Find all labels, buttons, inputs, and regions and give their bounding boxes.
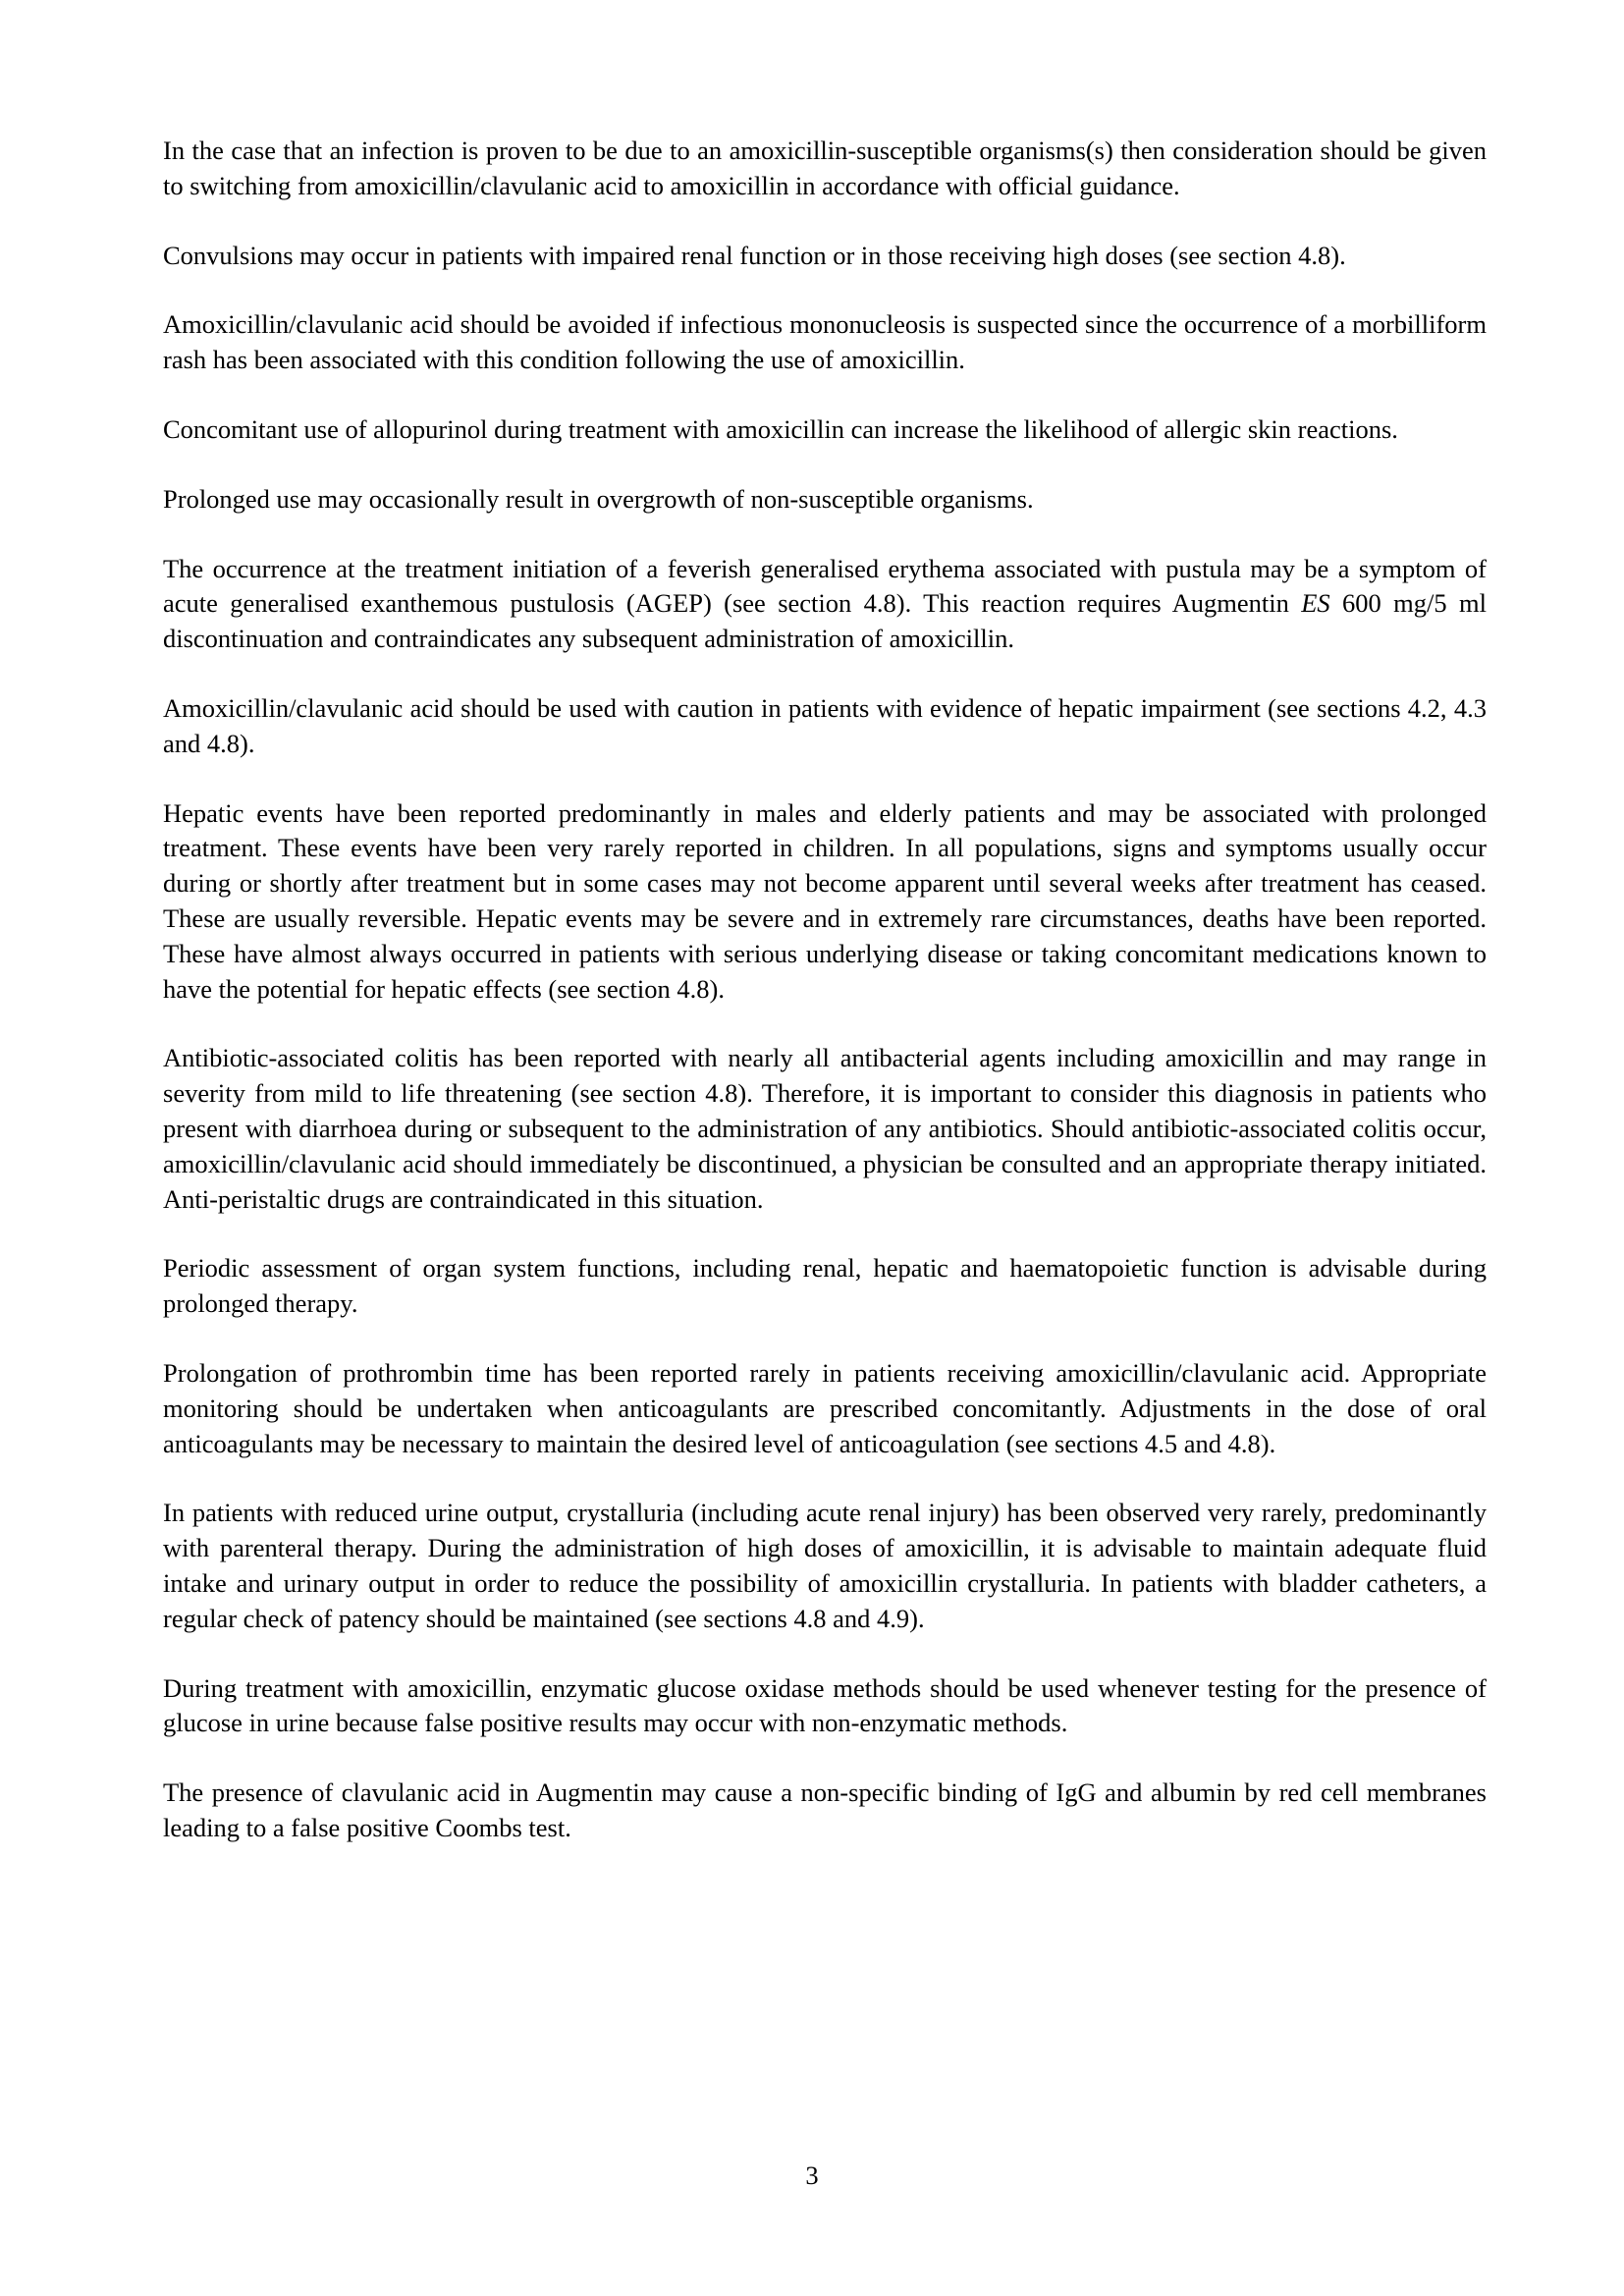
- agep-text-after: 600 mg/5 ml discontinuation and contraindicates any subsequent administration of amoxicillin.: [163, 588, 1487, 654]
- paragraph-coombs-test: The presence of clavulanic acid in Augmentin may cause a non-specific binding of IgG and albumin by red cell membranes leading to a false positive Coombs test.: [163, 1777, 1487, 1842]
- document-body: [163, 134, 1487, 1846]
- paragraph-hepatic-impairment: Amoxicillin/clavulanic acid should be used with caution in patients with evidence of hepatic impairment (see sections 4.2, 4.3 and 4.8).: [163, 692, 1487, 758]
- paragraph-mononucleosis: Amoxicillin/clavulanic acid should be avoided if infectious mononucleosis is suspected since the occurrence of a morbilliform rash has been associated with this condition following the use of amoxicillin.: [163, 309, 1487, 375]
- paragraph-overgrowth: Prolonged use may occasionally result in overgrowth of non-susceptible organisms.: [163, 483, 1034, 514]
- agep-text-italic: ES: [1301, 588, 1330, 619]
- paragraph-prothrombin: Prolongation of prothrombin time has been reported rarely in patients receiving amoxicillin/clavulanic acid. Appropriate monitoring should be undertaken when anticoagulants are prescribed concomitantly. Adjustments in the dose of oral anticoagulants may be necessary to maintain the desired level of anticoagulation (see sections 4.5 and 4.8).: [163, 1357, 1487, 1458]
- paragraph-crystalluria: In patients with reduced urine output, crystalluria (including acute renal injury) has been observed very rarely, predominantly with parenteral therapy. During the administration of high doses of amoxicillin, it is advisable to maintain adequate fluid intake and urinary output in order to reduce the possibility of amoxicillin crystalluria. In patients with bladder catheters, a regular check of patency should be maintained (see sections 4.8 and 4.9).: [163, 1498, 1487, 1633]
- paragraph-periodic-assessment: Periodic assessment of organ system functions, including renal, hepatic and haematopoietic function is advisable during prolonged therapy.: [163, 1253, 1487, 1319]
- paragraph-convulsions: Convulsions may occur in patients with impaired renal function or in those receiving high doses (see section 4.8).: [163, 240, 1346, 270]
- paragraph-switching-guidance: In the case that an infection is proven to be due to an amoxicillin-susceptible organisms(s) then consideration should be given to switching from amoxicillin/clavulanic acid to amoxicillin in accordance with official guidance.: [163, 136, 1487, 200]
- paragraph-colitis: Antibiotic-associated colitis has been reported with nearly all antibacterial agents including amoxicillin and may range in severity from mild to life threatening (see section 4.8). Therefore, it is important to consider this diagnosis in patients who present with diarrhoea during or subsequent to the administration of any antibiotics. Should antibiotic-associated colitis occur, amoxicillin/clavulanic acid should immediately be discontinued, a physician be consulted and an appropriate therapy initiated. Anti-peristaltic drugs are contraindicated in this situation.: [163, 1043, 1487, 1214]
- paragraph-allopurinol: Concomitant use of allopurinol during treatment with amoxicillin can increase the likelihood of allergic skin reactions.: [163, 413, 1398, 444]
- page-number: 3: [805, 2160, 819, 2190]
- paragraph-agep: [163, 552, 1487, 657]
- paragraph-glucose-testing: During treatment with amoxicillin, enzymatic glucose oxidase methods should be used whenever testing for the presence of glucose in urine because false positive results may occur with non-enzymatic methods.: [163, 1672, 1487, 1738]
- paragraph-hepatic-events: Hepatic events have been reported predominantly in males and elderly patients and may be associated with prolonged treatment. These events have been very rarely reported in children. In all populations, signs and symptoms usually occur during or shortly after treatment but in some cases may not become apparent until several weeks after treatment has ceased. These are usually reversible. Hepatic events may be severe and in extremely rare circumstances, deaths have been reported. These have almost always occurred in patients with serious underlying disease or taking concomitant medications known to have the potential for hepatic effects (see section 4.8).: [163, 797, 1487, 1004]
- agep-text-before: The occurrence at the treatment initiation of a feverish generalised erythema associated with pustula may be a symptom of acute generalised exanthemous pustulosis (AGEP) (see section 4.8). This reaction requires Augmentin: [163, 553, 1487, 619]
